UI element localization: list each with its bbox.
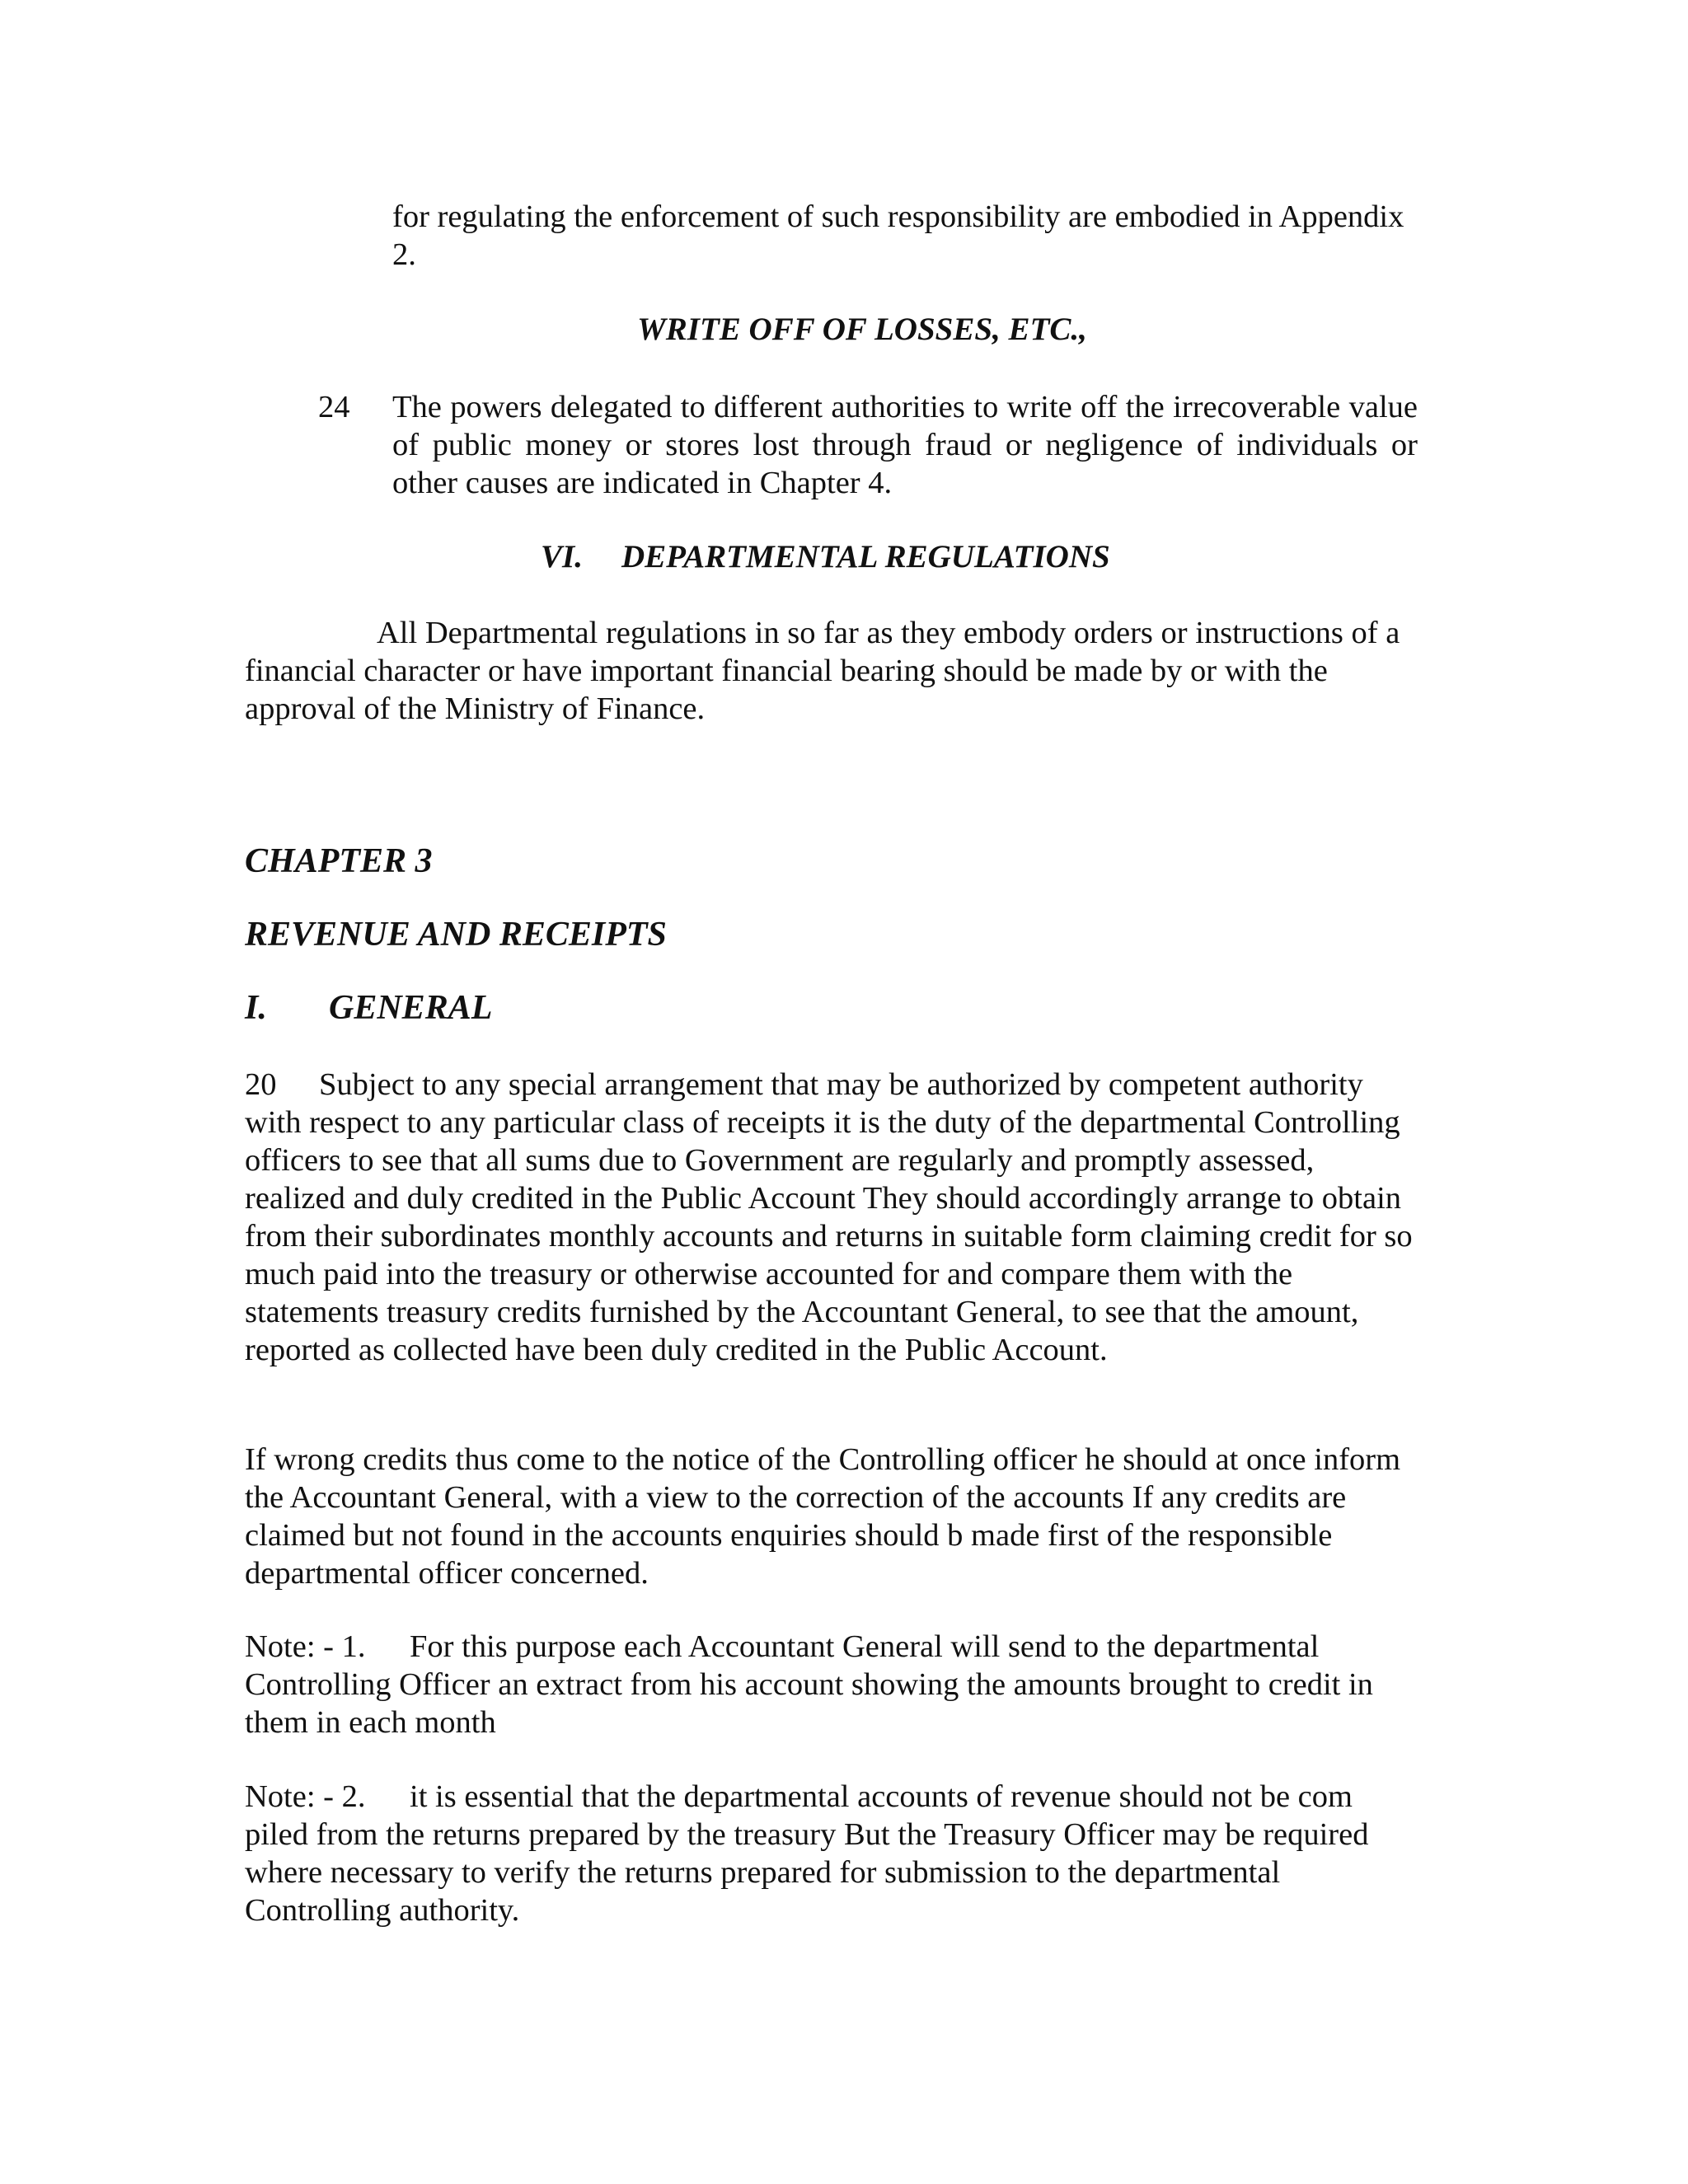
note-1-label: Note: - 1. [245, 1629, 366, 1664]
section-vi-title: DEPARTMENTAL REGULATIONS [621, 539, 1110, 574]
note-1 [245, 1628, 1415, 1741]
section-vi-numeral: VI. [541, 539, 583, 574]
wrong-credits-paragraph: If wrong credits thus come to the notice of the Controlling officer he should at once inform the Accountant General, with a view to the correction of the accounts If any credits are claimed but not found in the accounts enquiries should b made first of the responsible departmental officer concerned. [245, 1442, 1401, 1591]
note-2 [245, 1778, 1415, 1929]
section-i-heading [245, 987, 492, 1029]
paragraph-24-text: The powers delegated to different authorities to write off the irrecoverable value of public money or stores lost through fraud or negligence of individuals or other causes are indicated in Chapter 4. [392, 390, 1418, 500]
paragraph-20-text: Subject to any special arrangement that may be authorized by competent authority with respect to any particular class of receipts it is the duty of the departmental Controlling officers to see that all sums due to Government are regularly and promptly assessed, realized and duly credited in the Public Account They should accordingly arrange to obtain from their subordinates monthly accounts and returns in suitable form claiming credit for so much paid into the treasury or otherwise accounted for and compare them with the statements treasury credits furnished by the Accountant General, to see that the amount, reported as collected have been duly credited in the Public Account. [245, 1067, 1413, 1367]
paragraph-number-24: 24 [318, 390, 350, 424]
note-2-label: Note: - 2. [245, 1779, 366, 1814]
chapter-label: CHAPTER 3 [245, 842, 433, 880]
note-1-text: For this purpose each Accountant General will send to the departmental Controlling Officer an extract from his account showing the amounts brought to credit in them in each month [245, 1629, 1373, 1740]
write-off-heading: WRITE OFF OF LOSSES, ETC., [637, 312, 1087, 347]
departmental-regulations-paragraph: All Departmental regulations in so far as they embody orders or instructions of a financial character or have important financial bearing should be made by or with the approval of the Ministry of Finance. [245, 616, 1400, 726]
section-i-title: GENERAL [329, 989, 493, 1027]
continued-paragraph: for regulating the enforcement of such responsibility are embodied in Appendix 2. [392, 199, 1404, 272]
paragraph-number-20: 20 [245, 1067, 277, 1102]
section-i-numeral: I. [245, 989, 267, 1027]
paragraph-20 [245, 1066, 1415, 1369]
section-vi-heading [541, 538, 1110, 576]
chapter-title: REVENUE AND RECEIPTS [245, 916, 667, 954]
note-2-text: it is essential that the departmental accounts of revenue should not be com piled from the returns prepared by the treasury But the Treasury Officer may be required where necessary to verify the returns prepared for submission to the departmental Controlling authority. [245, 1779, 1369, 1928]
